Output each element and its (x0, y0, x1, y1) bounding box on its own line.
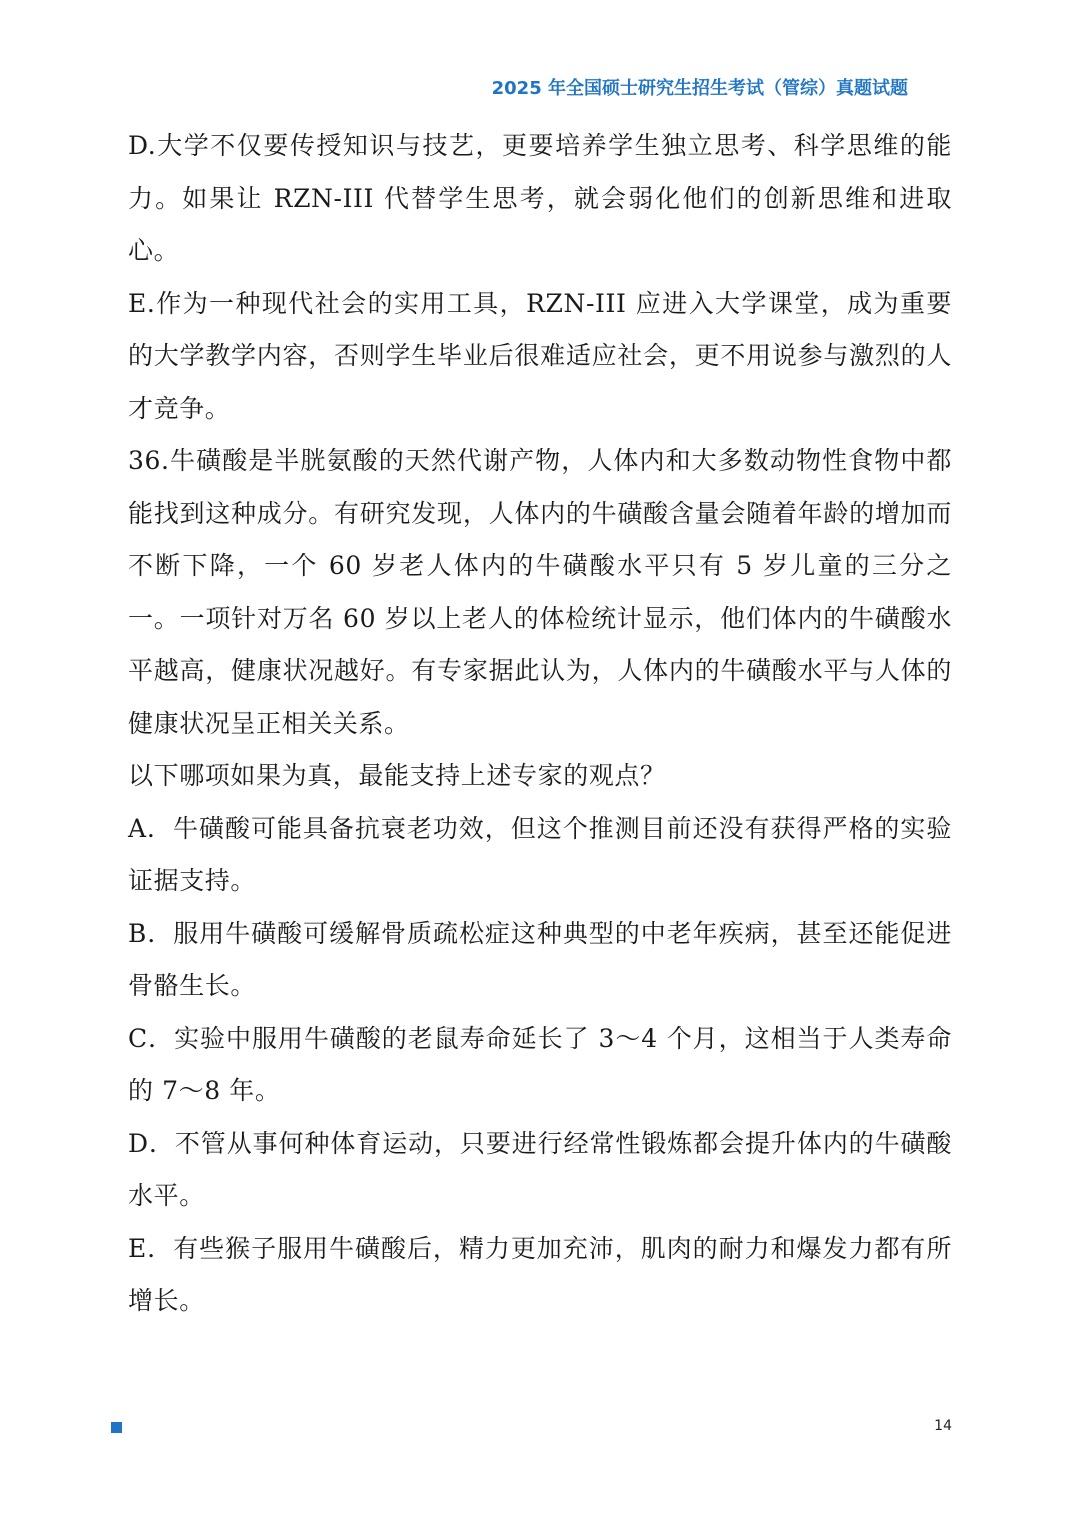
question-36-option-b: B．服用牛磺酸可缓解骨质疏松症这种典型的中老年疾病，甚至还能促进骨骼生长。 (128, 918, 952, 1000)
page-number: 14 (934, 1418, 952, 1434)
question-36-option-e: E．有些猴子服用牛磺酸后，精力更加充沛，肌肉的耐力和爆发力都有所增长。 (128, 1233, 952, 1315)
option-d-prev-question: D.大学不仅要传授知识与技艺，更要培养学生独立思考、科学思维的能力。如果让 RZN-III 代替学生思考，就会弱化他们的创新思维和进取心。 (128, 131, 952, 265)
footer-square-icon (111, 1422, 122, 1433)
question-36-option-c: C．实验中服用牛磺酸的老鼠寿命延长了 3～4 个月，这相当于人类寿命的 7～8 年。 (128, 1023, 952, 1105)
page-header-title: 2025 年全国硕士研究生招生考试（管综）真题试题 (491, 78, 908, 99)
page-content (128, 120, 952, 1328)
question-36-option-a: A．牛磺酸可能具备抗衰老功效，但这个推测目前还没有获得严格的实验证据支持。 (128, 813, 952, 895)
option-e-prev-question: E.作为一种现代社会的实用工具，RZN-III 应进入大学课堂，成为重要的大学教学内容，否则学生毕业后很难适应社会，更不用说参与激烈的人才竞争。 (128, 288, 952, 423)
question-36-option-d: D．不管从事何种体育运动，只要进行经常性锻炼都会提升体内的牛磺酸水平。 (128, 1128, 952, 1210)
question-36-stem: 36.牛磺酸是半胱氨酸的天然代谢产物，人体内和大多数动物性食物中都能找到这种成分。有研究发现，人体内的牛磺酸含量会随着年龄的增加而不断下降，一个 60 岁老人体内的牛磺酸水平只有 5 岁儿童的三分之一。一项针对万名 60 岁以上老人的体检统计显示，他们体内的牛磺酸水平越高，健康状况越好。有专家据此认为，人体内的牛磺酸水平与人体的健康状况呈正相关关系。 (128, 446, 952, 738)
question-36-prompt: 以下哪项如果为真，最能支持上述专家的观点？ (128, 761, 666, 790)
